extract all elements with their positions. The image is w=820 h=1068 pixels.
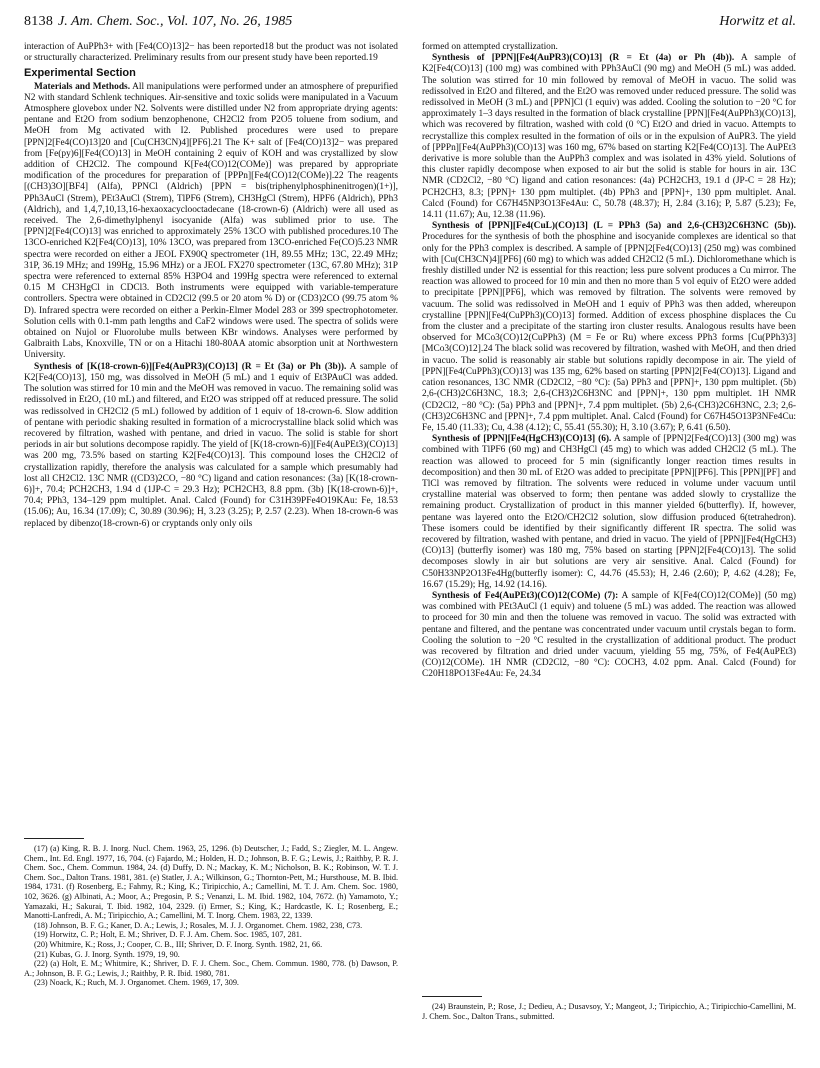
right-intro: formed on attempted crystallization.: [422, 42, 558, 52]
footnotes-left: [24, 844, 398, 988]
footnote-rule-right: [422, 996, 482, 997]
synthesis-5-paragraph: [422, 221, 796, 434]
running-head-authors: Horwitz et al.: [719, 14, 796, 29]
synthesis-6-text: A sample of [PPN]2[Fe4(CO)13] (300 mg) was combined with TlPF6 (60 mg) and CH3HgCl (45 mg) to which was added CH2Cl2 (5 mL). The reaction was allowed to proceed for 5 min (significantly longer reaction times results in decomposition) and then 30 mL of Et2O was added to precipitate [PPN][PF6]. This [PPN][PF] and TlCl was removed by filtration. The solvents were reduced in volume under vacuum until crystalline material was observed to form; then pentane was added slowly to crystallize the remaining product. Crystallization of product in this manner yielded 6(butterfly). If, however, pentane was layered onto the Et2O/CH2Cl2 solution, slow diffusion produced 6(tetrahedron). These isomers could be identified by their significantly different IR spectra. The solid was recovered by filtration, washed with pentane, and dried in vacuo. The yield of [PPN][Fe4(HgCH3)(CO)13] (butterfly isomer) was 180 mg, 75% based on starting [PPN]2[Fe4(CO)13]. The solid decomposes slowly in air but solutions are very air sensitive. Anal. Calcd (Found) for C50H33NP2O13Fe4Hg(butterfly isomer): C, 44.76 (45.53); H, 2.46 (2.60); P, 4.62 (4.28); Fe, 16.67 (15.29); Hg, 14.92 (14.16).: [422, 434, 797, 590]
footnote-22: (22) (a) Holt, E. M.; Whitmire, K.; Shriver, D. F. J. Chem. Soc., Chem. Commun. 1980, 778. (b) Dawson, P. A.; Johnson, B. F. G.; Lewis, J.; Raithby, P. R. Ibid. 1980, 781.: [24, 959, 398, 978]
synthesis-5-lead: Synthesis of [PPN][Fe4(CuL)(CO)13] (L = PPh3 (5a) and 2,6-(CH3)2C6H3NC (5b)).: [432, 221, 796, 232]
synthesis-3-text: A sample of K2[Fe4(CO)13], 150 mg, was dissolved in MeOH (5 mL) and 1 equiv of Et3PAuCl was added. The solution was stirred for 10 min and the MeOH was removed in vacuo. The remaining solid was redissolved in Et2O, (10 mL) and filtered, and Et2O was stripped off at reduced pressure. The solid was redissolved in CH2Cl2 (5 mL) followed by addition of 1 equiv of 18-crown-6. Slow addition of pentane with periodic shaking resulted in formation of a microcrystalline black solid which was recovered by filtration, washed with pentane, and dried in vacuo. The solid is stable for short periods in air but solutions decompose rapidly. The yield of [K(18-crown-6)][Fe4(AuPEt3)(CO)13] was 200 mg, 73.5% based on starting K2[Fe4(CO)13]. This compound loses the CH2Cl2 of crystallization rapidly, therefore the analysis was calculated for a sample which presumably had lost all CH2Cl2. 13C NMR ((CD3)2CO, −80 °C) ligand and cation resonances: (3a) [K(18-crown-6)]+, 70.4; PCH2CH3, 1.94 d (1JP-C = 29.3 Hz); PCH2CH3, 8.8 ppm. (3b) [K(18-crown-6)]+, 70.4; PPh3, 134–129 ppm multiplet. Anal. Calcd (Found) for C31H39PFe4O19KAu: Fe, 18.53 (15.06); Au, 16.34 (17.09); C, 30.89 (30.96); H, 3.23 (3.25); P, 2.57 (2.23). When 18-crown-6 was replaced by dibenzo(18-crown-6) or cryptands only only oils: [24, 361, 399, 529]
synthesis-4-paragraph: [422, 53, 796, 221]
synthesis-4-lead: Synthesis of [PPN][Fe4(AuPR3)(CO)13] (R = Et (4a) or Ph (4b)).: [432, 53, 735, 64]
footnote-24: (24) Braunstein, P.; Rose, J.; Dedieu, A.; Dusavsoy, Y.; Mangeot, J.; Tiripicchio, A.; Tiripicchio-Camellini, M. J. Chem. Soc., Dalton Trans., submitted.: [422, 1002, 796, 1021]
journal-citation: J. Am. Chem. Soc., Vol. 107, No. 26, 1985: [58, 14, 293, 29]
page-header: [24, 14, 796, 34]
page-number: 8138: [24, 14, 54, 29]
synthesis-3-lead: Synthesis of [K(18-crown-6)][Fe4(AuPR3)(CO)13] (R = Et (3a) or Ph (3b)).: [34, 361, 347, 372]
footnote-19: (19) Horwitz, C. P.; Holt, E. M.; Shriver, D. F. J. Am. Chem. Soc. 1985, 107, 281.: [34, 930, 302, 940]
right-column: [422, 42, 796, 681]
section-title: Experimental Section: [24, 67, 136, 80]
footnote-23: (23) Noack, K.; Ruch, M. J. Organomet. Chem. 1969, 17, 309.: [34, 978, 239, 988]
footnote-rule-left: [24, 838, 84, 839]
footnote-17: (17) (a) King, R. B. J. Inorg. Nucl. Chem. 1963, 25, 1296. (b) Deutscher, J.; Fadd, S.; Ziegler, M. L. Angew. Chem., Int. Ed. Engl. 1977, 16, 704. (c) Fajardo, M.; Holden, H. D.; Johnson, B. F. G.; Lewis, J.; Raithby, P. R. J. Chem. Soc., Chem. Commun. 1984, 24. (d) Duffy, D. N.; Mackay, K. M.; Nicholson, B. K.; Robinson, W. T. J. Chem. Soc., Dalton Trans. 1981, 381. (e) Statler, J. A.; Wilkinson, G.; Thornton-Pett, M.; Hursthouse, M. B. Ibid. 1984, 1731. (f) Rosenberg, E.; Fahmy, R.; King, K.; Tiripicchio, A.; Camellini, M. T. J. Am. Chem. Soc. 1980, 102, 3626. (g) Albinati, A.; Moor, A.; Pregosin, P. S.; Venanzi, L. M. Ibid. 1982, 104, 7672. (h) Yamamoto, Y.; Yamazaki, H.; Sakurai, T. Ibid. 1982, 104, 2329. (i) Ermer, S.; King, K.; Hardcastle, K. I.; Rosenberg, E.; Manotti-Lanfredi, A. M.; Tiripicchio, A.; Camellini, M. T. Inorg. Chem. 1983, 22, 1339.: [24, 844, 398, 921]
synthesis-7-lead: Synthesis of Fe4(AuPEt3)(CO)12(COMe) (7):: [432, 590, 619, 601]
synthesis-3-paragraph: [24, 362, 398, 530]
synthesis-7-text: A sample of K[Fe4(CO)12(COMe)] (50 mg) was combined with PEt3AuCl (1 equiv) and toluene (5 mL) was added. The reaction was allowed to proceed for 30 min and then the toluene was removed in vacuo. The solid was extracted with pentane and filtered, and the pentane was concentrated under vacuum until crystals began to form. Cooling the solution to −20 °C resulted in the crystallization of additional product. The product was recovered by filtration and dried under vacuum, yielding 55 mg, 75%, of Fe4(AuPEt3)(CO)12(COMe). 1H NMR (CD2Cl2, −80 °C): COCH3, 4.02 ppm. Anal. Calcd (Found) for C20H18PO13Fe4Au: Fe, 24.34: [422, 590, 797, 680]
synthesis-6-paragraph: [422, 434, 796, 591]
footnote-21: (21) Kubas, G. J. Inorg. Synth. 1979, 19, 90.: [34, 949, 180, 959]
intro-paragraph: interaction of AuPPh3+ with [Fe4(CO)13]2− has been reported18 but the product was not isolated or structurally characterized. Preliminary results from our present study have been reported.19: [24, 42, 398, 64]
materials-text: All manipulations were performed under an atmosphere of prepurified N2 with standard Schlenk techniques. Air-sensitive and toxic solids were manipulated in a Vacuum Atmosphere glovebox under N2. Solvents were distilled under N2 from appropriate drying agents: pentane and Et2O from sodium benzophenone, CH2Cl2 from P2O5 toluene from sodium, and MeOH from Mg activated with I2. Published procedures were used to prepare [PPN]2[Fe4(CO)13]20 and [Cu(CH3CN)4][PF6].21 The K+ salt of [Fe4(CO)13]2− was prepared from [Fe(py)6][Fe4(CO)13] in MeOH containing 2 equiv of KOH and was crystallized by slow addition of CH2Cl2. The compound K[Fe4(CO)12(COMe)] was prepared by appropriate modification of the procedures for preparation of [PPPn][Fe4(CO)12(COMe)].22 The reagents [(CH3)3O][BF4] (Alfa), PPNCl (Aldrich) [PPN = bis(triphenylphosphinenitrogen)(1+)], PPh3AuCl (Strem), PEt3AuCl (Strem), TlPF6 (Strem), CH3HgCl (Strem), HPF6 (Aldrich), PPh3 (Aldrich), and 1,4,7,10,13,16-hexaoxacyclooctadecane (18-crown-6) (Aldrich) were all used as received. The 2,6-dimethylphenyl isocyanide (Alfa) was sublimed prior to use. The [PPN]2[Fe4(CO)13] was enriched to approximately 25% 13CO with published procedures.10 The 13CO-enriched K2[Fe4(CO)13], 10% 13CO, was prepared from 13CO-enriched Fe(CO)5.23 NMR spectra were recorded on either a JEOL FX90Q spectrometer (1H, 89.55 MHz; 13C, 22.49 MHz; 31P, 36.19 MHz; and 199Hg, 15.96 MHz) or a JEOL FX270 spectrometer (13C, 67.80 MHz); 31P spectra were referenced to external 85% H3PO4 and 199Hg spectra were referenced to external 0.15 M CH3HgCl in CDCl3. Both instruments were equipped with variable-temperature controllers. Spectra were obtained in CD2Cl2 (99.5 or 20 atom % D) or (CD3)2CO (99.75 atom % D). Infrared spectra were recorded on either a Perkin-Elmer Model 283 or 399 spectrophotometer. Solution cells with 0.1-mm path lengths and CaF2 windows were used. The spectra of solids were obtained on Nujol or Fluorolube mulls between KBr windows. Analyses were performed by Galbraith Labs, Knoxville, TN or on a Hitachi 180-80AA atomic absorption unit at Northwestern University.: [24, 81, 398, 361]
synthesis-6-lead: Synthesis of [PPN][Fe4(HgCH3)(CO)13] (6).: [432, 434, 612, 445]
synthesis-7-paragraph: [422, 591, 796, 681]
footnotes-right: [422, 1002, 796, 1021]
materials-paragraph: [24, 82, 398, 362]
synthesis-5-text: Procedures for the synthesis of both the phosphine and isocyanide complexes are identical so that only for the PPh3 complex is described. A sample of [PPN]2[Fe4(CO)13] (250 mg) was combined with [Cu(CH3CN)4][PF6] (60 mg) to which was added CH2Cl2 (5 mL). Dichloromethane which is freshly distilled under N2 is essential for this reaction; less pure solvent produces a Cu mirror. The reaction was allowed to proceed for 10 min and then no more than 5 vol equiv of Et2O were added to precipitate [PPN][PF6], which was removed by filtration. The solvents were removed by vacuum. The solid was redissolved in MeOH and 1 equiv of PPh3 was then added, whereupon crystalline [PPN][Fe4(CuPPh3)(CO)13] formed. Addition of excess phosphine displaces the Cu from the cluster and a precipitate of the starting iron cluster results. Analogous results have been observed for MCo3(CO)12(CuPPh3) (M = Fe or Ru) where excess PPh3 forms [Cu(PPh3)3][MCo3(CO)12].24 The black solid was recovered by filtration, washed with MeOH, and then dried in vacuo. The solid is reasonably air stable but solutions rapidly decompose in air. The yield of [PPN][Fe4(CuPPh3)(CO)13] was 135 mg, 62% based on starting [PPN]2[Fe4(CO)13]. Ligand and cation resonances, 13C NMR (CD2Cl2, −80 °C): (5a) PPh3 and [PPN]+, 130 ppm multiplet. (5b) 2,6-(CH3)2C6H3NC, 18.3; 2,6-(CH3)2C6H3NC and [PPN]+, 130 ppm multiplet. 1H NMR (CD2Cl2, −80 °C): (5a) PPh3 and [PPN]+, 7.4 ppm multiplet. (5b) 2,6-(CH3)2C6H3NC, 2.3; 2,6-(CH3)2C6H3NC and [PPN]+, 7.4 ppm multiplet. Anal. Calcd (Found) for C67H45O13P3NFe4Cu: Fe, 15.40 (11.33); Cu, 4.38 (4.12); C, 55.41 (55.30); H, 3.10 (3.67); P, 6.41 (6.50).: [422, 232, 796, 433]
synthesis-4-text: A sample of K2[Fe4(CO)13] (100 mg) was combined with PPh3AuCl (90 mg) and MeOH (5 mL) was added. The solution was stirred for 10 min followed by removal of MeOH in vacuo. The solid was redissolved in Et2O and filtered, and the Et2O was removed under reduced pressure. The solid was redissolved in MeOH (3 mL) and [PPN]Cl (1 equiv) was added. Cooling the solution to −20 °C for approximately 1–3 days resulted in the formation of black crystalline [PPN][Fe4(AuPPh3)(CO)13], which was recovered by filtration, washed with cold (0 °C) Et2O and dried in vacuo. Attempts to recrystallize this complex resulted in the formation of oils or in the expulsion of AuPR3. The yield of [PPPn][Fe4(AuPPh3)(CO)13] was 160 mg, 67% based on starting K2[Fe4(CO)13]. The AuPEt3 derivative is more soluble than the AuPPh3 complex and was isolated in 43% yield. Solutions of this cluster rapidly decompose when exposed to air but the solid is stable for hours in air. 13C NMR (CD2Cl2, −80 °C) ligand and cation resonances: (4a) PCH2CH3, 19.1 d (JP-C = 28 Hz); PCH2CH3, 8.3; [PPN]+ 130 ppm multiplet. (4b) PPh3 and [PPN]+, 130 ppm multiplet. Anal. Calcd (Found) for C67H45NP3O13Fe4Au: C, 50.78 (48.37); H, 2.84 (3.16); P, 5.87 (5.23); Fe, 14.11 (11.67); Au, 12.38 (11.96).: [422, 53, 796, 221]
left-column: [24, 42, 398, 530]
footnote-18: (18) Johnson, B. F. G.; Kaner, D. A.; Lewis, J.; Rosales, M. J. J. Organomet. Chem. 1982, 238, C73.: [34, 920, 363, 930]
footnote-20: (20) Whitmire, K.; Ross, J.; Cooper, C. B., III; Shriver, D. F. Inorg. Synth. 1982, 21, 66.: [34, 939, 323, 949]
materials-lead: Materials and Methods.: [34, 81, 131, 92]
